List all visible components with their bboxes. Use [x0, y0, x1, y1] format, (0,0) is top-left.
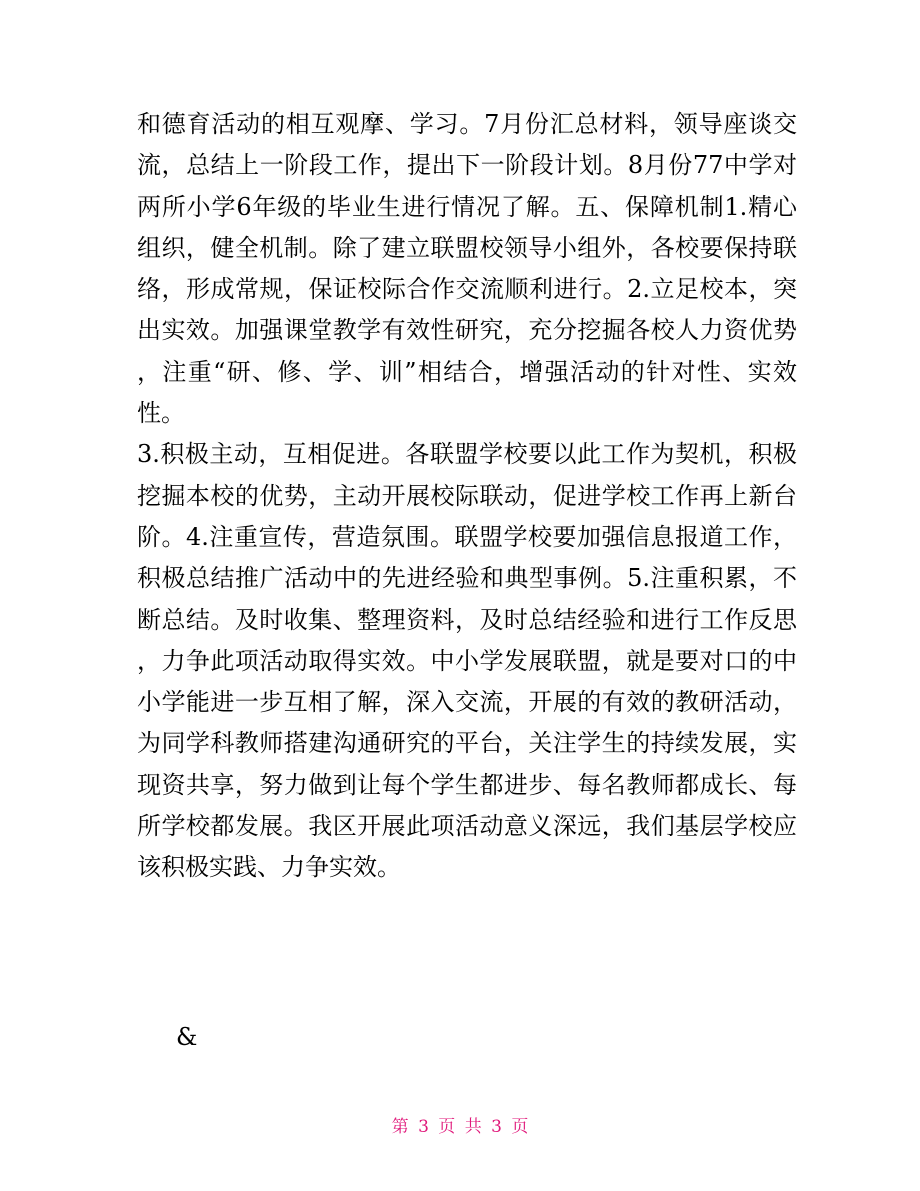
text-line: 组织，健全机制。除了建立联盟校领导小组外，各校要保持联 [137, 233, 797, 262]
text-line: ，注重“研、修、学、训”相结合，增强活动的针对性、实效 [137, 357, 797, 386]
document-body [137, 104, 797, 889]
text-line: 该积极实践、力争实效。 [137, 853, 401, 882]
text-line: 性。 [137, 399, 185, 428]
text-line: 挖掘本校的优势，主动开展校际联动，促进学校工作再上新台 [137, 481, 797, 510]
trailing-symbol: & [176, 1023, 198, 1051]
text-line: 现资共享，努力做到让每个学生都进步、每名教师都成长、每 [137, 770, 797, 799]
text-line: 络，形成常规，保证校际合作交流顺利进行。2.立足校本，突 [137, 275, 797, 304]
text-line: 阶。4.注重宣传，营造氛围。联盟学校要加强信息报道工作， [137, 522, 797, 551]
text-line: 出实效。加强课堂教学有效性研究，充分挖掘各校人力资优势 [137, 316, 797, 345]
text-line: ，力争此项活动取得实效。中小学发展联盟，就是要对口的中 [137, 646, 797, 675]
text-line: 为同学科教师搭建沟通研究的平台，关注学生的持续发展，实 [137, 729, 797, 758]
page-number-footer: 第 3 页 共 3 页 [391, 1117, 529, 1137]
text-line: 3.积极主动，互相促进。各联盟学校要以此工作为契机，积极 [137, 440, 797, 469]
text-line: 所学校都发展。我区开展此项活动意义深远，我们基层学校应 [137, 812, 797, 841]
text-line: 和德育活动的相互观摩、学习。7月份汇总材料，领导座谈交 [137, 110, 797, 138]
text-line: 流，总结上一阶段工作，提出下一阶段计划。8月份77中学对 [137, 151, 797, 180]
text-line: 积极总结推广活动中的先进经验和典型事例。5.注重积累，不 [137, 564, 797, 593]
text-line: 断总结。及时收集、整理资料，及时总结经验和进行工作反思 [137, 605, 797, 634]
text-line: 小学能进一步互相了解，深入交流，开展的有效的教研活动， [137, 688, 797, 717]
text-line: 两所小学6年级的毕业生进行情况了解。五、保障机制1.精心 [137, 192, 797, 221]
